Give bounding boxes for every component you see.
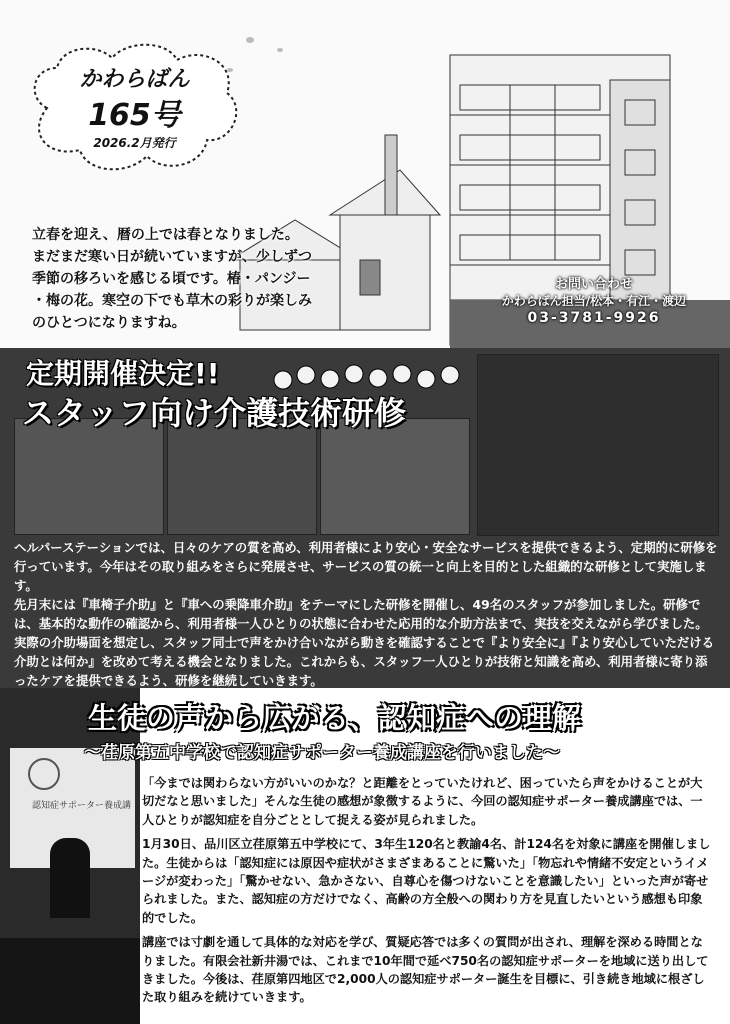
newsletter-name: かわらばん xyxy=(79,67,190,92)
intro-text xyxy=(32,224,372,334)
photo-wheelchair-practice xyxy=(14,418,164,535)
training-title-line2: スタッフ向け介護技術研修 xyxy=(22,394,407,432)
intro-line: まだまだ寒い日が続いていますが、少しずつ xyxy=(32,249,312,265)
training-title-line1: 定期開催決定!! xyxy=(26,357,220,390)
dementia-paragraph: 「今までは関わらない方がいいのかな？と距離をとっていたけれど、困っていたら声をかけることが大切だなと思いました」そんな生徒の感想が象徴するように、今回の認知症サポーター養成講座では、一人ひとりが認知症を自分ごととして捉える姿が見られました。 xyxy=(142,776,703,827)
dementia-paragraph: 講座では寸劇を通して具体的な対応を学び、質疑応答では多くの質問が出され、理解を深める時間となりました。有限会社新井湯では、これまで10年間で延べ750名の認知症サポーターを地域に送り出してきました。今後は、荏原第四地区で2,000人の認知症サポーター誕生を目標に、引き続き地域に根ざした取り組みを続けていきます。 xyxy=(142,935,709,1005)
dementia-body xyxy=(142,774,714,1013)
training-body xyxy=(14,538,719,690)
audience-figures xyxy=(0,938,140,1024)
photo-car-transfer-2 xyxy=(320,418,470,535)
contact-box xyxy=(470,276,718,327)
intro-line: のひとつになりますね。 xyxy=(32,315,186,331)
photo-car-transfer xyxy=(167,418,317,535)
dementia-subtitle: ～荏原第五中学校で認知症サポーター養成講座を行いました～ xyxy=(84,743,560,763)
photo-night-wheelchair xyxy=(477,354,719,536)
contact-names: かわらばん担当/松本・有江・渡辺 xyxy=(501,294,687,308)
dementia-paragraph: 1月30日、品川区立荏原第五中学校にて、3年生120名と教諭4名、計124名を対象に講座を開催しました。生徒からは「認知症には原因や症状がさまざまあることに驚いた」「物忘れや情緒不安定というイメージが変わった」「驚かせない、急かさない、自尊心を傷つけないことを意識したい」といった声が寄せられました。また、認知症の方だけでなく、高齢の方全般への関わり方を見直したいという感想も印象的でした。 xyxy=(142,837,711,925)
intro-line: ・梅の花。寒空の下でも草木の彩りが楽しみ xyxy=(32,293,312,309)
training-paragraph: ヘルパーステーションでは、日々のケアの質を高め、利用者様により安心・安全なサービスを提供できるよう、定期的に研修を行っています。今年はその取り組みをさらに発展させ、サービスの質の統一と向上を目的とした組織的な研修として実施します。 xyxy=(14,540,718,593)
contact-title: お問い合わせ xyxy=(554,277,633,292)
training-paragraph: 先月末には『車椅子介助』と『車への乗降車介助』をテーマにした研修を開催し、49名のスタッフが参加しました。研修では、基本的な動作の確認から、利用者様一人ひとりの状態に合わせた応用的な介助方法まで、実技を交えながら学びました。実際の介助場面を想定し、スタッフ同士で声をかけ合いながら動きを確認することで『より安全に』『より安心していただける介助とは何か』を改めて考える機会となりました。これからも、スタッフ一人ひとりが技術と知識を高め、利用者様に寄り添ったケアを提供できるよう、研修を継続していきます。 xyxy=(14,597,715,688)
emblem-icon xyxy=(28,758,60,790)
dementia-title: 生徒の声から広がる、認知症への理解 xyxy=(88,701,582,735)
issue-number: 165号 xyxy=(88,98,181,133)
intro-line: 立春を迎え、暦の上では春となりました。 xyxy=(32,227,299,243)
contact-phone: 03-3781-9926 xyxy=(527,310,661,326)
slide-title: 認知症サポーター養成講 xyxy=(32,801,132,811)
speaker-figure xyxy=(50,838,90,918)
issue-date: 2026.2月発行 xyxy=(93,136,176,150)
intro-line: 季節の移ろいを感じる頃です。椿・パンジー xyxy=(32,271,311,287)
